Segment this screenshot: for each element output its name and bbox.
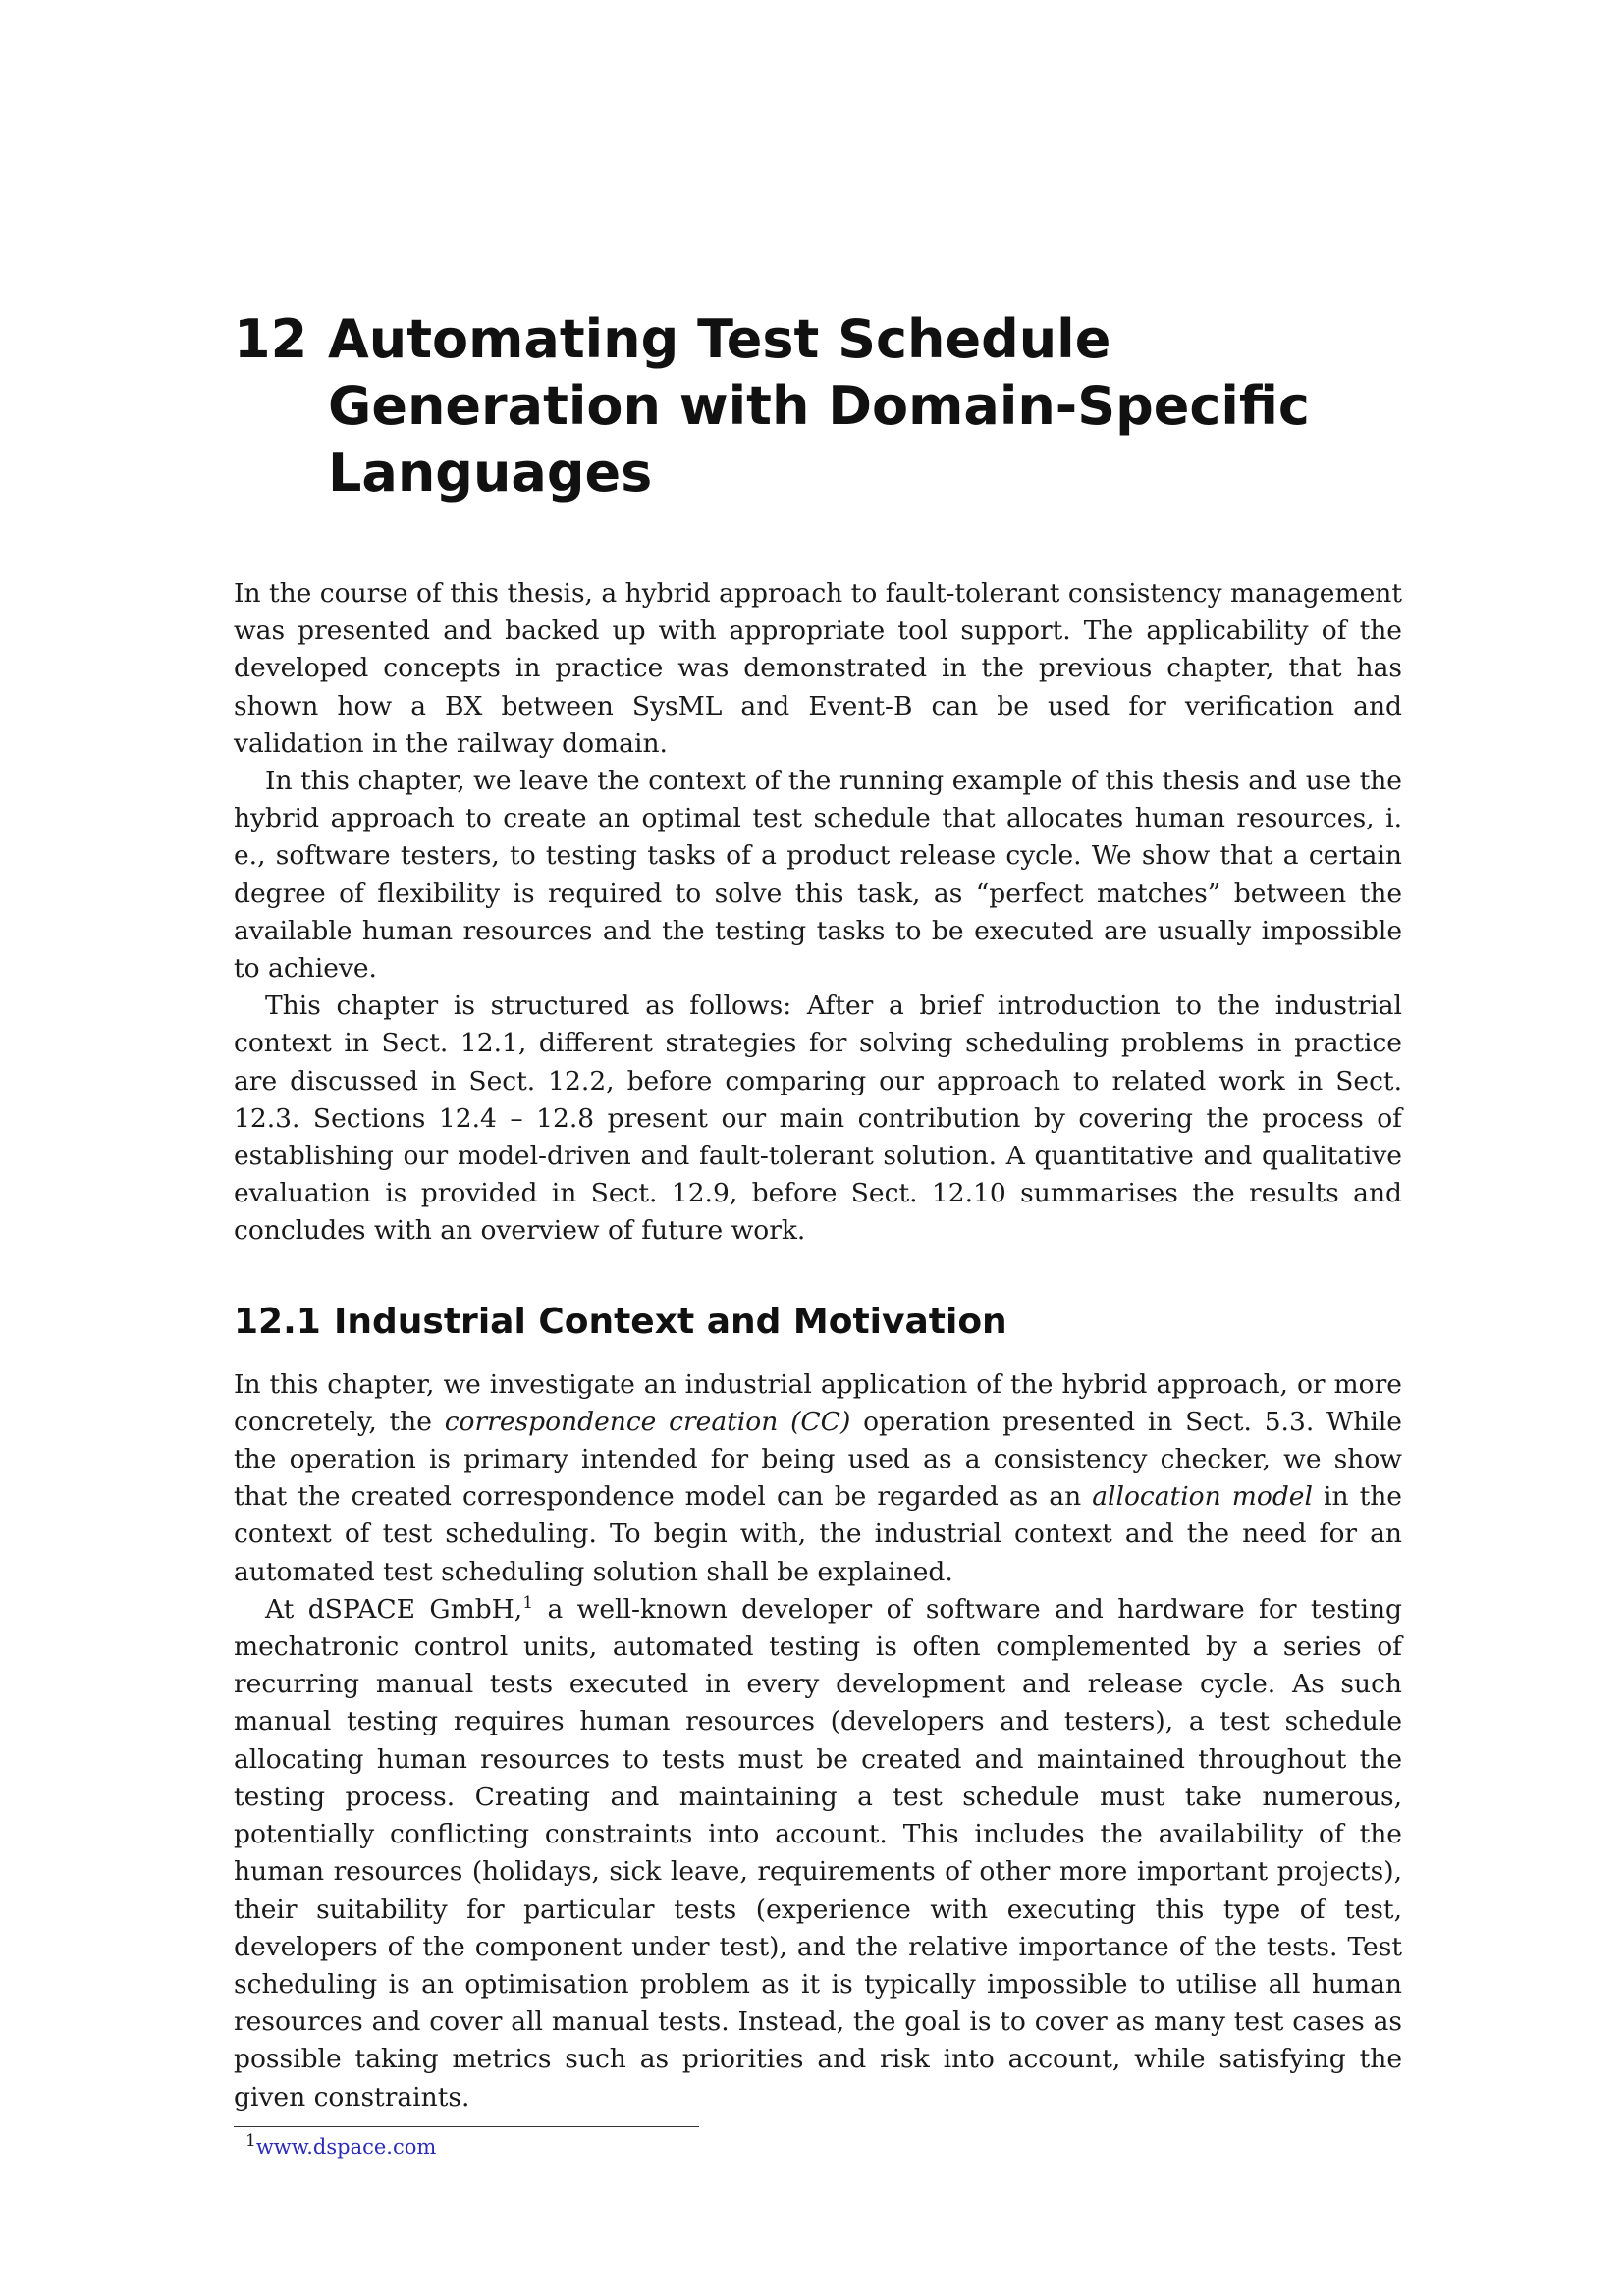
intro-paragraph-2: In this chapter, we leave the context of the running example of this thesis and use the hybrid approach to create an optimal test schedule that allocates human resources, i. e., software testers, to testing tasks of a product release cycle. We show that a certain degree of flexibility is required to solve this task, as “perfect matches” between the available human resources and the testing tasks to be executed are usually impossible to achieve. (234, 766, 1402, 985)
term-correspondence-creation: correspondence creation (CC) (444, 1406, 851, 1437)
footnote-reference[interactable]: 1 (522, 1593, 534, 1614)
chapter-title-text: Automating Test Schedule Generation with Domain-Specific Languages (328, 308, 1310, 504)
section-paragraph-2 (234, 1591, 1402, 2116)
section-p1-text-a: In this chapter, we investigate an industrial application of the hybrid approach, or more concretely, the (234, 1368, 1402, 1437)
section-p2-text-b: a well-known developer of software and hardware for testing mechatronic control units, automated testing is often complemented by a series of recurring manual tests executed in every development and release cycle. As such manual testing requires human resources (developers and testers), a test schedule allocating human resources to tests must be created and maintained throughout the testing process. Creating and maintaining a test schedule must take numerous, potentially conflicting constraints into account. This includes the availability of the human resources (holidays, sick leave, requirements of other more important projects), their suitability for particular tests (experience with executing this type of test, developers of the component under test), and the relative importance of the tests. Test scheduling is an optimisation problem as it is typically impossible to utilise all human resources and cover all manual tests. Instead, the goal is to cover as many test cases as possible taking metrics such as priorities and risk into account, while satisfying the given constraints. (234, 1593, 1402, 2112)
chapter-title (234, 306, 1402, 507)
section-number: 12.1 (234, 1301, 321, 1342)
section-heading (234, 1300, 1402, 1345)
section-p2-text-a: At dSPACE GmbH, (265, 1593, 523, 1625)
page-body (234, 306, 1402, 2161)
intro-paragraph-3: This chapter is structured as follows: After a brief introduction to the industrial context in Sect. 12.1, different strategies for solving scheduling problems in practice are discussed in Sect. 12.2, before comparing our approach to related work in Sect. 12.3. Sections 12.4 – 12.8 present our main contribution by covering the process of establishing our model-driven and fault-tolerant solution. A quantitative and qualitative evaluation is provided in Sect. 12.9, before Sect. 12.10 summarises the results and concludes with an overview of future work. (234, 990, 1402, 1247)
footnote-link[interactable]: www.dspace.com (255, 2134, 437, 2159)
term-allocation-model: allocation model (1092, 1481, 1313, 1513)
footnote-divider (234, 2126, 699, 2127)
chapter-number: 12 (234, 308, 308, 370)
intro-paragraph-1: In the course of this thesis, a hybrid approach to fault-tolerant consistency management was presented and backed up with appropriate tool support. The applicability of the developed concepts in practice was demonstrated in the previous chapter, that has shown how a BX between SysML and Event-B can be used for verification and validation in the railway domain. (234, 578, 1402, 759)
footnote (234, 2130, 1402, 2161)
section-title-text: Industrial Context and Motivation (334, 1301, 1007, 1342)
section-p1-text-b: operation presented in Sect. 5.3. While the operation is primary intended for being used as a consistency checker, we show that the created correspondence model can be regarded as an (234, 1406, 1402, 1513)
footnote-marker: 1 (245, 2130, 256, 2151)
section-p1-text-c: in the context of test scheduling. To begin with, the industrial context and the need for an automated test scheduling solution shall be explained. (234, 1481, 1402, 1587)
section-paragraph-1 (234, 1366, 1402, 1591)
